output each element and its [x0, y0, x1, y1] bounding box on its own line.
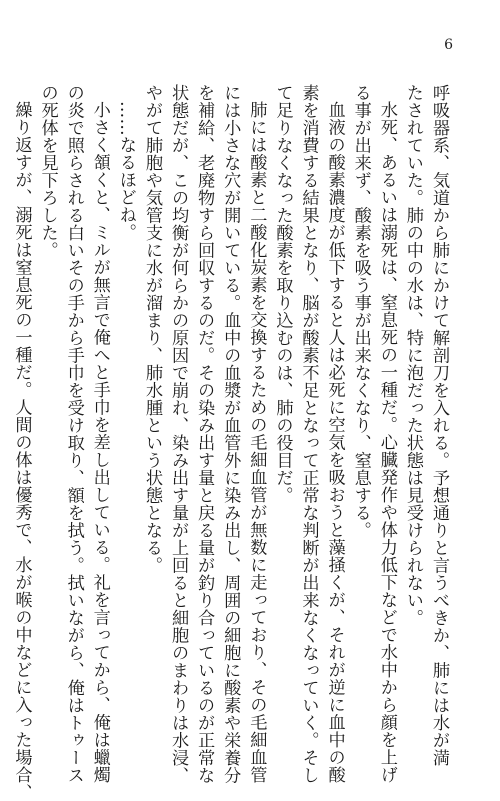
text-column: たされていた。肺の中の水は、特に泡だった状態は見受けられない。 [402, 84, 423, 627]
text-column: には小さな穴が開いている。血中の血漿が血管外に染み出し、周囲の細胞に酸素や栄養分 [220, 84, 241, 784]
text-column: る事が出来ず、酸素を吸う事が出来なくなり、窒息する。 [350, 84, 371, 539]
page-number: 6 [444, 37, 453, 53]
text-column: 水死、あるいは溺死は、窒息死の一種だ。心臓発作や体力低下などで水中から顔を上げ [376, 101, 397, 784]
text-column: 肺には酸素と二酸化炭素を交換するための毛細血管が無数に走っており、その毛細血管 [246, 101, 267, 784]
text-column: やがて肺胞や気管支に水が溜まり、肺水腫という状態となる。 [141, 84, 162, 574]
text-column: を補給、老廃物すら回収するのだ。その染み出す量と戻る量が釣り合っているのが正常な [194, 84, 215, 784]
text-column: 素を消費する結果となり、脳が酸素不足となって正常な判断が出来なくなっていく。そし [298, 84, 319, 784]
text-column: 小さく頷くと、ミルが無言で俺へと手巾を差し出している。礼を言ってから、俺は蠟燭 [89, 101, 110, 784]
text-column: 状態だが、この均衡が何らかの原因で崩れ、染み出す量が上回ると細胞のまわりは水浸、 [168, 84, 189, 784]
text-column: の炎で照らされる白いその手から手巾を受け取り、額を拭う。拭いながら、俺はトゥース [63, 84, 84, 784]
text-column: 呼吸器系、気道から肺にかけて解剖刀を入れる。予想通りと言うべきか、肺には水が満 [429, 84, 449, 767]
text-column: 繰り返すが、溺死は窒息死の一種だ。人間の体は優秀で、水が喉の中などに入った場合、 [11, 101, 32, 801]
vertical-text-body [8, 84, 452, 801]
text-column: ……なるほどね。 [115, 101, 136, 241]
text-column: 血液の酸素濃度が低下すると人は必死に空気を吸おうと藻掻くが、それが逆に血中の酸 [324, 101, 345, 784]
text-column: の死体を見下ろした。 [37, 84, 58, 259]
text-column: て足りなくなった酸素を取り込むのは、肺の役目だ。 [272, 84, 293, 504]
